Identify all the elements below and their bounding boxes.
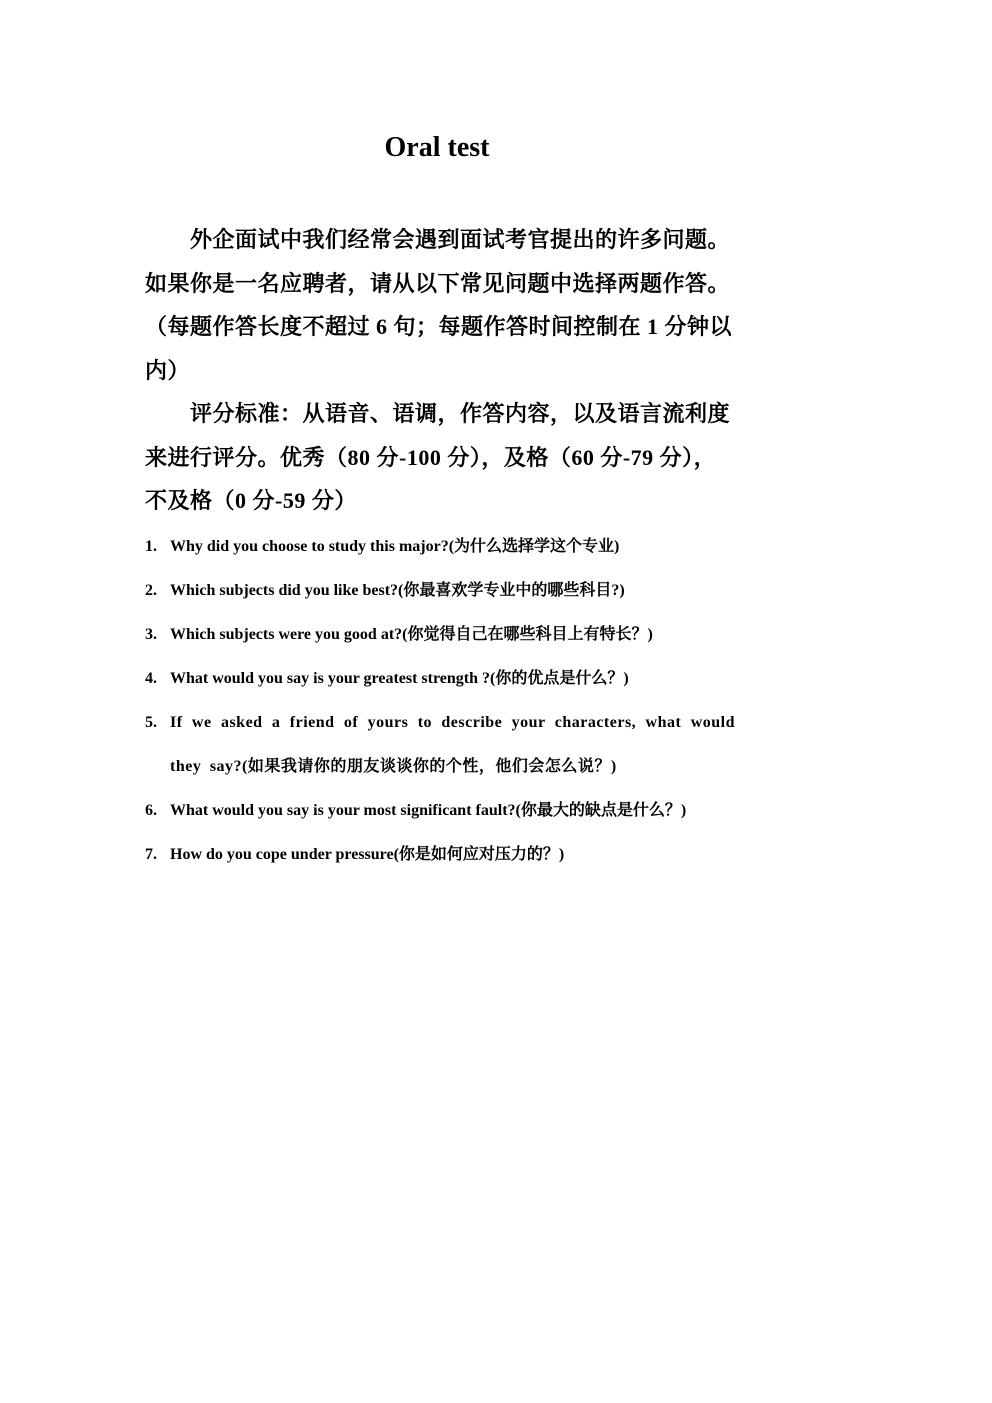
question-number: 2. bbox=[145, 582, 157, 599]
question-item-2 bbox=[145, 569, 735, 613]
criteria-paragraph: 评分标准：从语音、语调，作答内容，以及语言流利度来进行评分。优秀（80 分-100 分），及格（60 分-79 分），不及格（0 分-59 分） bbox=[145, 401, 731, 513]
question-text: Which subjects were you good at?(你觉得自己在哪些科目上有特长？) bbox=[170, 626, 653, 643]
question-number: 4. bbox=[145, 670, 157, 687]
question-item-5 bbox=[145, 701, 735, 789]
question-item-4 bbox=[145, 657, 735, 701]
question-list bbox=[145, 525, 735, 877]
question-text: How do you cope under pressure(你是如何应对压力的？) bbox=[170, 846, 565, 863]
question-item-7 bbox=[145, 833, 735, 877]
question-item-6 bbox=[145, 789, 735, 833]
question-number: 6. bbox=[145, 802, 157, 819]
question-number: 1. bbox=[145, 538, 157, 555]
question-number: 5. bbox=[145, 714, 157, 731]
question-number: 7. bbox=[145, 846, 157, 863]
question-text: Which subjects did you like best?(你最喜欢学专业中的哪些科目?) bbox=[170, 582, 625, 599]
question-text: Why did you choose to study this major?(为什么选择学这个专业) bbox=[170, 538, 620, 555]
page-title: Oral test bbox=[384, 132, 490, 163]
instructions-paragraph: 外企面试中我们经常会遇到面试考官提出的许多问题。如果你是一名应聘者，请从以下常见问题中选择两题作答。（每题作答长度不超过 6 句；每题作答时间控制在 1 分钟以内） bbox=[145, 227, 733, 383]
question-item-1 bbox=[145, 525, 735, 569]
question-text: If we asked a friend of yours to describe your characters, what would they say?(如果我请你的朋友谈谈你的个性，他们会怎么说？) bbox=[170, 714, 735, 775]
question-text: What would you say is your most significant fault?(你最大的缺点是什么？) bbox=[170, 802, 687, 819]
intro-section bbox=[145, 218, 735, 523]
question-text: What would you say is your greatest strength ?(你的优点是什么？) bbox=[170, 670, 629, 687]
question-number: 3. bbox=[145, 626, 157, 643]
question-item-3 bbox=[145, 613, 735, 657]
